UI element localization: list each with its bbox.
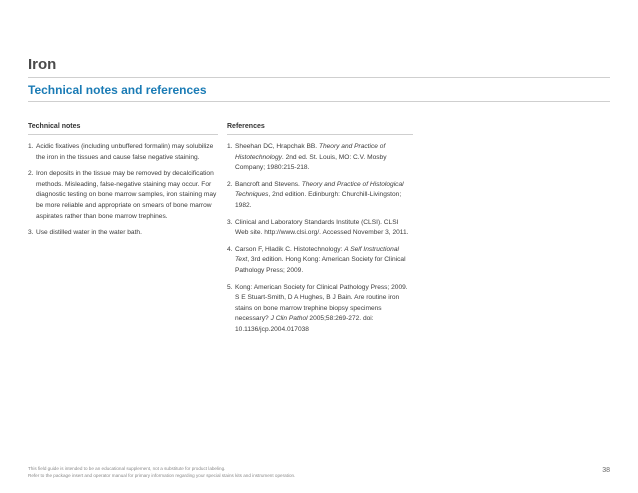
reference-text-post: , 2nd edition. Edinburgh: Churchill-Livingston; 1982.	[235, 191, 402, 209]
reference-text-pre: Clinical and Laboratory Standards Institute (CLSI). CLSI Web site. http://www.clsi.org/. Accessed November 3, 2011.	[235, 218, 409, 237]
reference-text-pre: Sheehan DC, Hrapchak BB.	[235, 143, 319, 150]
reference-title: A Self Instructional Text	[235, 245, 399, 264]
item-number: 1.	[227, 143, 233, 150]
list-item	[227, 283, 413, 336]
references-list	[227, 142, 413, 336]
reference-text-pre: Bancroft and Stevens.	[235, 180, 302, 188]
item-number: 2.	[28, 170, 34, 178]
page-title: Iron	[28, 56, 57, 73]
reference-text	[235, 218, 413, 239]
footer-disclaimer	[28, 465, 448, 479]
reference-text	[235, 142, 413, 174]
reference-text-post: , 3rd edition. Hong Kong: American Society for Clinical Pathology Press; 2009.	[235, 256, 406, 274]
list-item	[28, 228, 218, 239]
item-number: 4.	[227, 245, 233, 253]
reference-text	[235, 283, 413, 336]
technical-notes-column	[28, 123, 218, 245]
footer-line: Refer to the package insert and operator manual for primary information regarding your special stains kits and instrument operation.	[28, 473, 296, 478]
list-item	[28, 142, 218, 163]
footer-line: This field guide is intended to be an educational supplement, not a substitute for product labeling.	[28, 466, 226, 471]
list-item	[227, 218, 413, 239]
reference-text	[235, 180, 413, 212]
list-item	[28, 169, 218, 222]
technical-notes-list	[28, 142, 218, 239]
reference-text-pre: Carson F, Hladik C. Histotechnology:	[235, 245, 345, 253]
title-divider	[28, 77, 610, 78]
reference-text-post: 2005;58:269-272. doi: 10.1136/jcp.2004.017038	[235, 315, 374, 333]
section-title: Technical notes and references	[28, 83, 207, 97]
item-text: Acidic fixatives (including unbuffered formalin) may solubilize the iron in the tissues and cause false negative staining.	[36, 143, 214, 161]
item-number: 5.	[227, 283, 233, 291]
list-item	[227, 180, 413, 212]
technical-notes-heading: Technical notes	[28, 123, 218, 135]
item-text: Iron deposits in the tissue may be removed by decalcification methods. Misleading, false-negative staining may occur. For diagnostic testing on bone marrow samples, iron staining may be more reliable and appropriate on smears of bone marrow aspirates rather than bone marrow trephines.	[36, 170, 217, 220]
list-item	[227, 245, 413, 277]
reference-title: Theory and Practice of Histological Techniques	[235, 180, 404, 199]
item-number: 1.	[28, 143, 34, 150]
reference-title: Theory and Practice of Histotechnology	[235, 143, 386, 161]
item-number: 3.	[227, 218, 233, 226]
reference-title: J Clin Pathol	[270, 315, 308, 323]
page-number: 38	[602, 467, 610, 474]
references-column	[227, 123, 413, 342]
reference-text-pre: Kong: American Society for Clinical Pathology Press; 2009. S E Stuart-Smith, D A Hughes, B J Bain. Are routine iron stains on bone marrow trephine biopsy specimens necessary?	[235, 283, 408, 323]
list-item	[227, 142, 413, 174]
reference-text	[235, 245, 413, 277]
references-heading: References	[227, 123, 413, 135]
item-number: 2.	[227, 180, 233, 188]
item-text: Use distilled water in the water bath.	[36, 229, 142, 237]
section-divider	[28, 101, 610, 102]
item-number: 3.	[28, 229, 34, 237]
reference-text-post: . 2nd ed. St. Louis, MO: C.V. Mosby Company; 1980:215-218.	[235, 153, 387, 172]
